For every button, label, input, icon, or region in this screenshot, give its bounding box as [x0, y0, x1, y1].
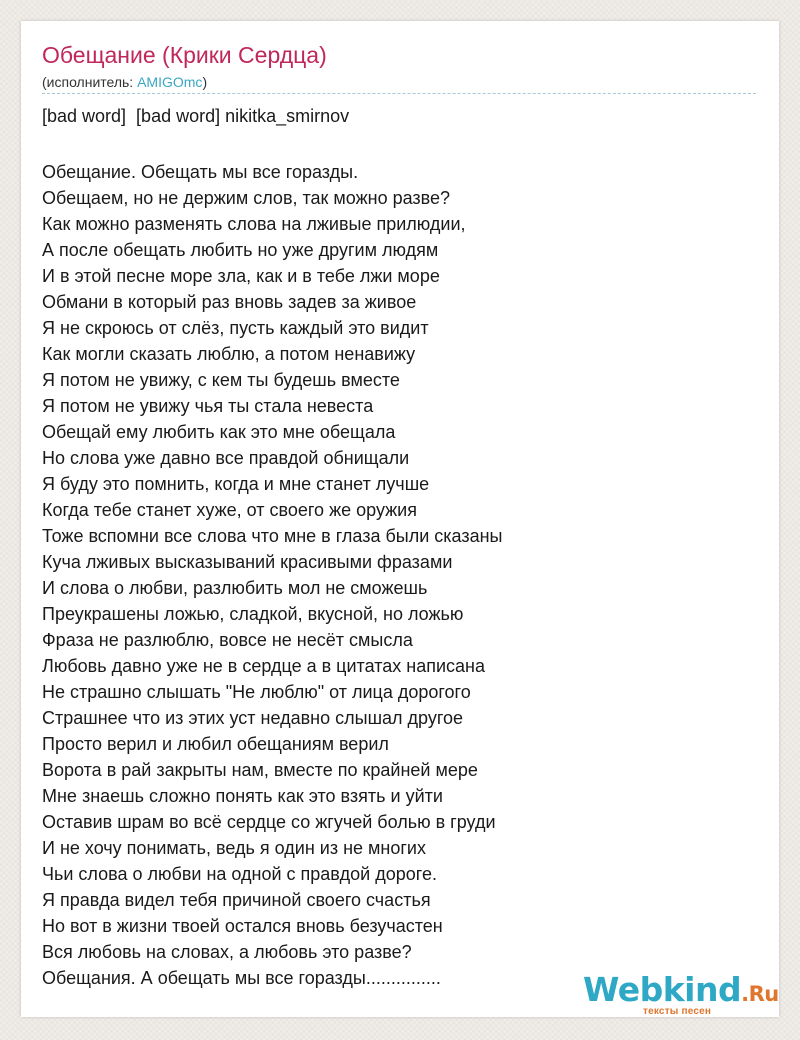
logo-tagline: тексты песен	[643, 1006, 712, 1017]
header-divider	[42, 93, 756, 94]
lyric-line: Я правда видел тебя причиной своего счастья	[42, 890, 431, 910]
lyric-line: Куча лживых высказываний красивыми фразами	[42, 552, 453, 572]
lyrics-block	[42, 159, 762, 991]
lyric-line: Обещаем, но не держим слов, так можно разве?	[42, 188, 451, 208]
lyric-line: Я потом не увижу, с кем ты будешь вместе	[42, 370, 400, 390]
lyric-line: Я не скроюсь от слёз, пусть каждый это видит	[42, 318, 429, 338]
lyric-line: Фраза не разлюблю, вовсе не несёт смысла	[42, 630, 413, 650]
lyric-line: Когда тебе станет хуже, от своего же оружия	[42, 500, 417, 520]
lyric-line: Чьи слова о любви на одной с правдой дороге.	[42, 864, 437, 884]
lyric-line: Как можно разменять слова на лживые прилюдии,	[42, 214, 466, 234]
lyric-line: Любовь давно уже не в сердце а в цитатах написана	[42, 656, 485, 676]
lyric-line: А после обещать любить но уже другим людям	[42, 240, 439, 260]
lyric-line: Обещания. А обещать мы все горазды...............	[42, 968, 441, 988]
lyric-line: Мне знаешь сложно понять как это взять и уйти	[42, 786, 443, 806]
logo-tld: .Ru	[741, 982, 779, 1006]
lyric-line: Преукрашены ложью, сладкой, вкусной, но ложью	[42, 604, 464, 624]
lyric-line: Обещание. Обещать мы все горазды.	[42, 162, 359, 182]
performer-line	[42, 74, 207, 90]
lyric-line: Я буду это помнить, когда и мне станет лучше	[42, 474, 430, 494]
lyric-line: Как могли сказать люблю, а потом ненавижу	[42, 344, 416, 364]
site-logo[interactable]	[583, 970, 783, 1020]
performer-suffix: )	[202, 74, 208, 90]
lyric-line: И в этой песне море зла, как и в тебе лжи море	[42, 266, 440, 286]
content-card	[21, 21, 779, 1017]
lyric-line: Я потом не увижу чья ты стала невеста	[42, 396, 374, 416]
lyric-line: Но слова уже давно все правдой обнищали	[42, 448, 410, 468]
lyric-line: Обмани в который раз вновь задев за живое	[42, 292, 417, 312]
logo-main-text: Webkind	[583, 970, 742, 1009]
logo-wordmark	[583, 970, 779, 1009]
lyric-line: Страшнее что из этих уст недавно слышал другое	[42, 708, 464, 728]
lyric-line: Ворота в рай закрыты нам, вместе по крайней мере	[42, 760, 478, 780]
lyric-line: И слова о любви, разлюбить мол не сможешь	[42, 578, 428, 598]
lyric-line: Вся любовь на словах, а любовь это разве?	[42, 942, 412, 962]
credits-line: [bad word] [bad word] nikitka_smirnov	[42, 106, 350, 126]
lyric-line: Но вот в жизни твоей остался вновь безучастен	[42, 916, 443, 936]
lyric-line: И не хочу понимать, ведь я один из не многих	[42, 838, 426, 858]
performer-prefix: (исполнитель:	[42, 74, 138, 90]
performer-link[interactable]: AMIGOmc	[137, 74, 203, 90]
lyric-line: Просто верил и любил обещаниям верил	[42, 734, 389, 754]
lyric-line: Оставив шрам во всё сердце со жгучей болью в груди	[42, 812, 496, 832]
song-title: Обещание (Крики Сердца)	[42, 42, 327, 68]
lyric-line: Не страшно слышать "Не люблю" от лица дорогого	[42, 682, 471, 702]
lyric-line: Обещай ему любить как это мне обещала	[42, 422, 396, 442]
lyric-line: Тоже вспомни все слова что мне в глаза были сказаны	[42, 526, 503, 546]
